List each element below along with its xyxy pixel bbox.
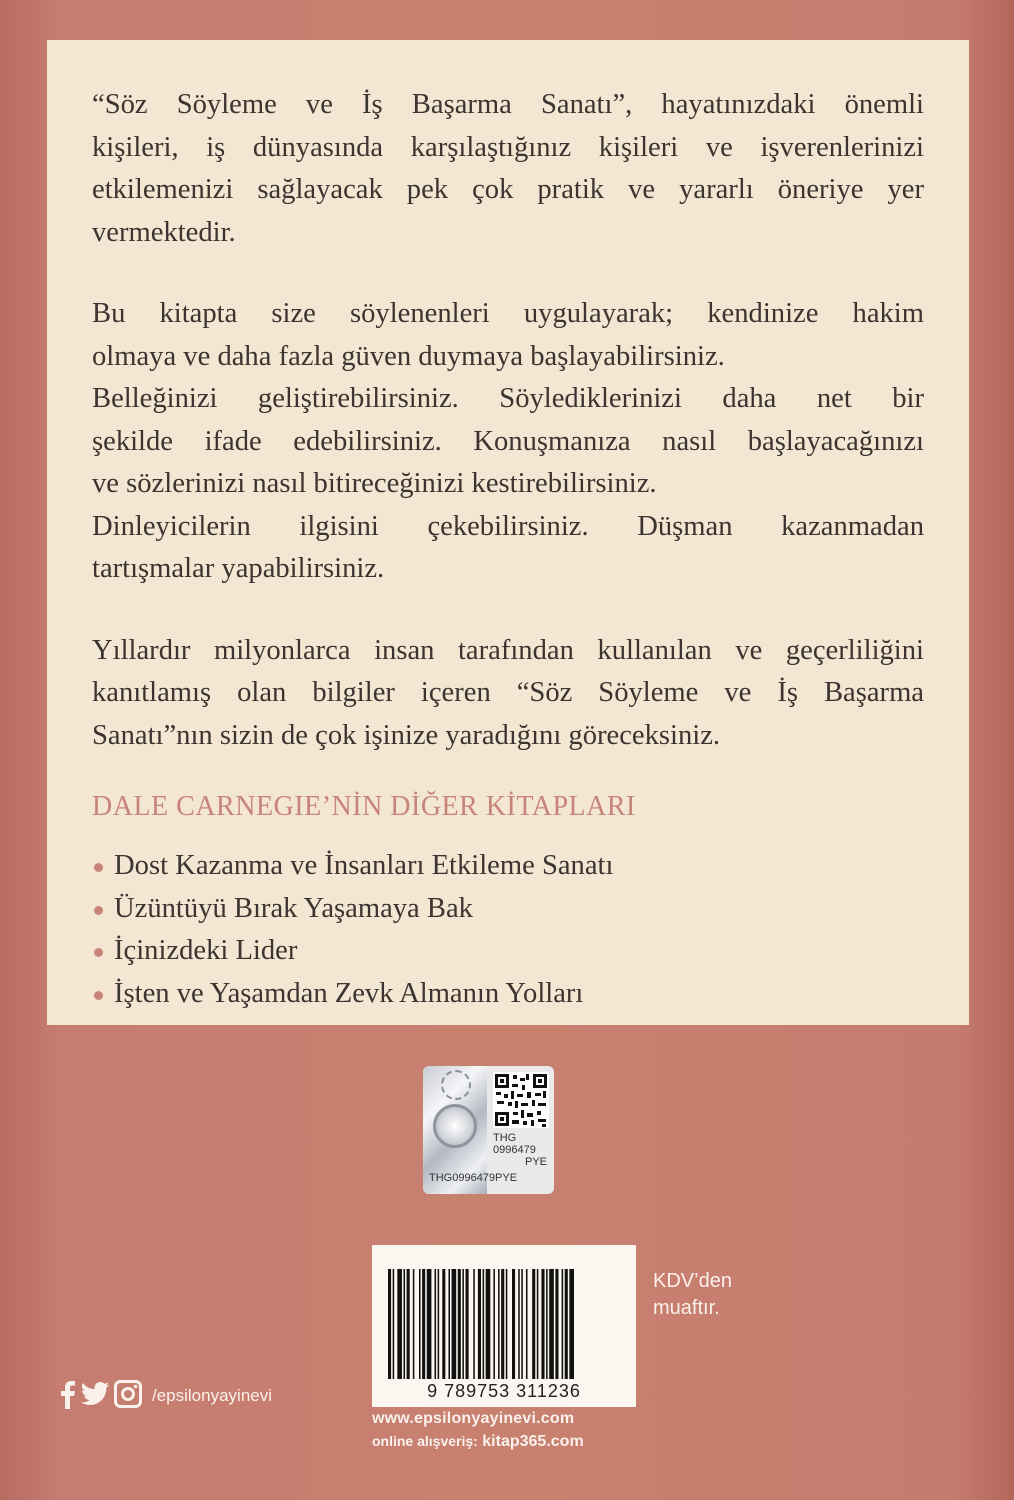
barcode-bar	[512, 1269, 515, 1379]
barcode-bar	[427, 1269, 432, 1379]
barcode-bar	[452, 1269, 457, 1379]
text-line: etkilemenizi sağlayacak pek çok pratik ve yararlı öneriye yer	[92, 174, 924, 205]
text-line: kişileri, iş dünyasında karşılaştığınız kişileri ve işverenlerinizi	[92, 131, 924, 163]
barcode-bar	[521, 1269, 523, 1379]
barcode-bar	[407, 1269, 410, 1379]
tax-exemption-note	[653, 1268, 732, 1322]
hologram-code-line: PYE	[525, 1156, 548, 1168]
tax-note-line: muaftır.	[653, 1297, 720, 1319]
barcode-bar	[549, 1269, 554, 1379]
hologram-serial: THG0996479PYE	[429, 1172, 518, 1184]
social-handle[interactable]: /epsilonyayinevi	[152, 1386, 273, 1405]
list-item	[92, 888, 924, 931]
facebook-icon[interactable]	[60, 1379, 76, 1414]
online-shop-link[interactable]: kitap365.com	[482, 1433, 584, 1450]
text-line: olmaya ve daha fazla güven duymaya başlayabilirsiniz.	[92, 340, 725, 372]
isbn-barcode	[372, 1245, 636, 1407]
barcode-bar	[413, 1269, 415, 1379]
bullet-icon	[94, 948, 103, 957]
text-line: Sanatı”nın sizin de çok işinize yaradığını göreceksiniz.	[92, 719, 721, 751]
barcode-bar	[419, 1269, 421, 1379]
barcode-bar	[478, 1269, 481, 1379]
bullet-icon	[94, 991, 103, 1000]
barcode-bar	[565, 1269, 568, 1379]
twitter-icon[interactable]	[80, 1381, 110, 1412]
bullet-icon	[94, 906, 103, 915]
book-title: İçinizdeki Lider	[114, 935, 298, 966]
barcode-bar	[462, 1269, 464, 1379]
text-line: “Söz Söyleme ve İş Başarma Sanatı”, hayatınızdaki önemli	[92, 89, 924, 120]
hologram-code-line: 0996479	[493, 1144, 536, 1156]
barcode-bar	[526, 1269, 528, 1379]
list-item	[92, 845, 924, 888]
description-paragraph-1	[92, 84, 924, 254]
isbn-number: 9 789753 311236	[427, 1381, 581, 1401]
barcode-bar	[501, 1269, 504, 1379]
text-line: Dinleyicilerin ilgisini çekebilirsiniz. Düşman kazanmadan	[92, 510, 924, 542]
barcode-bar	[397, 1269, 402, 1379]
bullet-icon	[94, 863, 103, 872]
hologram-seal-icon	[433, 1104, 477, 1148]
book-title: Üzüntüyü Bırak Yaşamaya Bak	[114, 892, 473, 924]
barcode-icon	[386, 1269, 622, 1379]
barcode-bar	[532, 1269, 535, 1379]
barcode-bar	[404, 1269, 406, 1379]
barcode-bar	[458, 1269, 461, 1379]
text-line: vermektedir.	[92, 216, 236, 248]
text-line: tartışmalar yapabilirsiniz.	[92, 553, 385, 584]
text-line: ve sözlerinizi nasıl bitireceğinizi kestirebilirsiniz.	[92, 468, 657, 499]
text-line: Bu kitapta size söylenenleri uygulayarak; kendinize hakim	[92, 298, 924, 329]
description-paragraph-2	[92, 293, 924, 591]
qr-code	[493, 1072, 549, 1128]
barcode-bar	[546, 1269, 548, 1379]
barcode-bar	[466, 1269, 469, 1379]
other-books-list	[92, 845, 924, 1015]
barcode-bar	[506, 1269, 508, 1379]
barcode-bar	[541, 1269, 544, 1379]
barcode-bar	[562, 1269, 564, 1379]
barcode-bar	[493, 1269, 495, 1379]
description-paragraph-3	[92, 630, 924, 758]
tax-note-line: KDV’den	[653, 1270, 732, 1292]
barcode-bar	[537, 1269, 539, 1379]
description-panel	[47, 40, 969, 1025]
barcode-bar	[388, 1269, 391, 1379]
barcode-bar	[486, 1269, 491, 1379]
website-link[interactable]: www.epsilonyayinevi.com	[372, 1410, 575, 1427]
qr-code-icon	[493, 1072, 549, 1128]
barcode-bar	[393, 1269, 395, 1379]
barcode-bar	[483, 1269, 485, 1379]
online-shop	[372, 1433, 584, 1451]
barcode-bar	[442, 1269, 445, 1379]
barcode-bar	[448, 1269, 450, 1379]
other-books-heading: DALE CARNEGIE’NİN DİĞER KİTAPLARI	[92, 791, 636, 822]
barcode-bar	[422, 1269, 425, 1379]
book-title: Dost Kazanma ve İnsanları Etkileme Sanatı	[114, 850, 614, 881]
barcode-bar	[435, 1269, 437, 1379]
barcode-bar	[518, 1269, 520, 1379]
text-line: kanıtlamış olan bilgiler içeren “Söz Söyleme ve İş Başarma	[92, 677, 924, 708]
swirl-icon	[441, 1070, 471, 1100]
barcode-bar	[438, 1269, 440, 1379]
text-line: Yıllardır milyonlarca insan tarafından kullanılan ve geçerliliğini	[92, 634, 924, 666]
list-item	[92, 973, 924, 1016]
list-item	[92, 930, 924, 973]
hologram-sticker	[423, 1066, 554, 1194]
hologram-code-line: THG	[493, 1132, 517, 1144]
text-line: şekilde ifade edebilirsiniz. Konuşmanıza nasıl başlayacağınızı	[92, 425, 924, 457]
barcode-bar	[555, 1269, 558, 1379]
text-line: Belleğinizi geliştirebilirsiniz. Söylediklerinizi daha net bir	[92, 383, 924, 414]
online-shop-label: online alışveriş:	[372, 1433, 478, 1449]
instagram-icon[interactable]	[114, 1380, 142, 1413]
book-title: İşten ve Yaşamdan Zevk Almanın Yolları	[114, 977, 584, 1009]
barcode-bar	[498, 1269, 500, 1379]
barcode-bar	[569, 1269, 574, 1379]
barcode-bar	[473, 1269, 475, 1379]
social-links	[60, 1378, 272, 1414]
